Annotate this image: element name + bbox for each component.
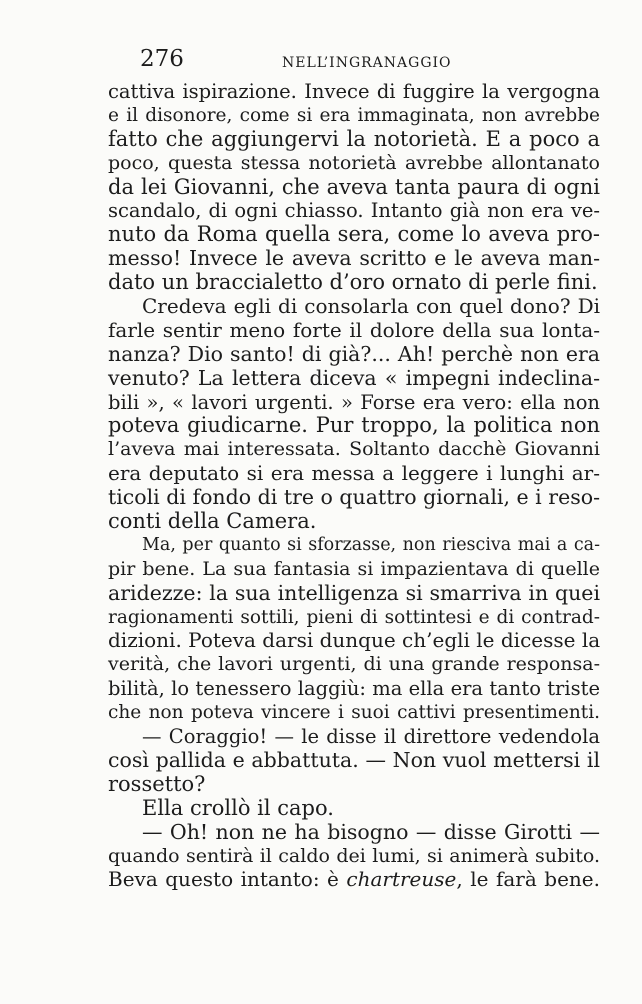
text-line: così pallida e abbattuta. — Non vuol mettersi il bbox=[108, 747, 600, 772]
text-line: cattiva ispirazione. Invece di fuggire la vergogna bbox=[108, 80, 600, 103]
page-number: 276 bbox=[140, 46, 184, 72]
text-line: Ella crollò il capo. bbox=[142, 795, 334, 820]
text-line: poco, questa stessa notorietà avrebbe allontanato bbox=[108, 151, 600, 174]
text-line: ticoli di fondo di tre o quattro giornali, e i reso- bbox=[108, 485, 600, 510]
body-text bbox=[108, 80, 600, 892]
text-line: nanza? Dio santo! di già?... Ah! perchè non era bbox=[108, 341, 600, 366]
text-line: messo! Invece le aveva scritto e le aveva man- bbox=[108, 246, 600, 271]
text-line: era deputato si era messa a leggere i lunghi ar- bbox=[108, 461, 600, 486]
text-line: conti della Camera. bbox=[108, 509, 317, 534]
text-line: rossetto? bbox=[108, 771, 206, 796]
text-line: scandalo, di ogni chiasso. Intanto già non era ve- bbox=[108, 199, 600, 223]
text-line: bili », « lavori urgenti. » Forse era vero: ella non bbox=[108, 390, 600, 414]
text-line: fatto che aggiungervi la notorietà. E a poco a bbox=[108, 126, 600, 151]
text-line: — Oh! non ne ha bisogno — disse Girotti — bbox=[142, 819, 600, 844]
text-line: che non poteva vincere i suoi cattivi presentimenti. bbox=[108, 702, 600, 724]
text-line: dato un braccialetto d’oro ornato di perle fini. bbox=[108, 270, 598, 295]
text-line: l’aveva mai interessata. Soltanto dacchè Giovanni bbox=[108, 438, 600, 461]
text-line: Ma, per quanto si sforzasse, non riesciva mai a ca- bbox=[142, 534, 600, 555]
text-line: pir bene. La sua fantasia si impazientava di quelle bbox=[108, 557, 600, 580]
final-line-before: Beva questo intanto: è bbox=[108, 867, 347, 892]
text-line: — Coraggio! — le disse il direttore vedendola bbox=[142, 725, 600, 749]
text-line: quando sentirà il caldo dei lumi, si animerà subito. bbox=[108, 844, 600, 867]
text-line: venuto? La lettera diceva « impegni indeclina- bbox=[108, 365, 600, 390]
text-line: ragionamenti sottili, pieni di sottintesi e di contrad- bbox=[108, 606, 600, 628]
text-line: e il disonore, come si era immaginata, non avrebbe bbox=[108, 104, 600, 126]
final-line-italic: chartreuse bbox=[346, 867, 457, 892]
text-line: Credeva egli di consolarla con quel dono? Di bbox=[142, 294, 600, 319]
text-line: verità, che lavori urgenti, di una grande responsa- bbox=[108, 653, 600, 676]
text-line: da lei Giovanni, che aveva tanta paura di ogni bbox=[108, 174, 600, 199]
text-line: dizioni. Poteva darsi dunque ch’egli le dicesse la bbox=[108, 628, 601, 653]
final-line-after: , le farà bene. bbox=[456, 867, 600, 892]
text-line-final bbox=[108, 868, 600, 892]
text-line: nuto da Roma quella sera, come lo aveva pro- bbox=[108, 222, 600, 247]
text-line: aridezze: la sua intelligenza si smarriva in quei bbox=[108, 580, 600, 605]
text-line: farle sentir meno forte il dolore della sua lonta- bbox=[108, 317, 600, 342]
page-header bbox=[0, 46, 642, 76]
text-line: poteva giudicarne. Pur troppo, la politica non bbox=[108, 413, 600, 438]
text-line: bilità, lo tenessero laggiù: ma ella era tanto triste bbox=[108, 677, 600, 701]
running-head: NELL’INGRANAGGIO bbox=[282, 55, 452, 71]
